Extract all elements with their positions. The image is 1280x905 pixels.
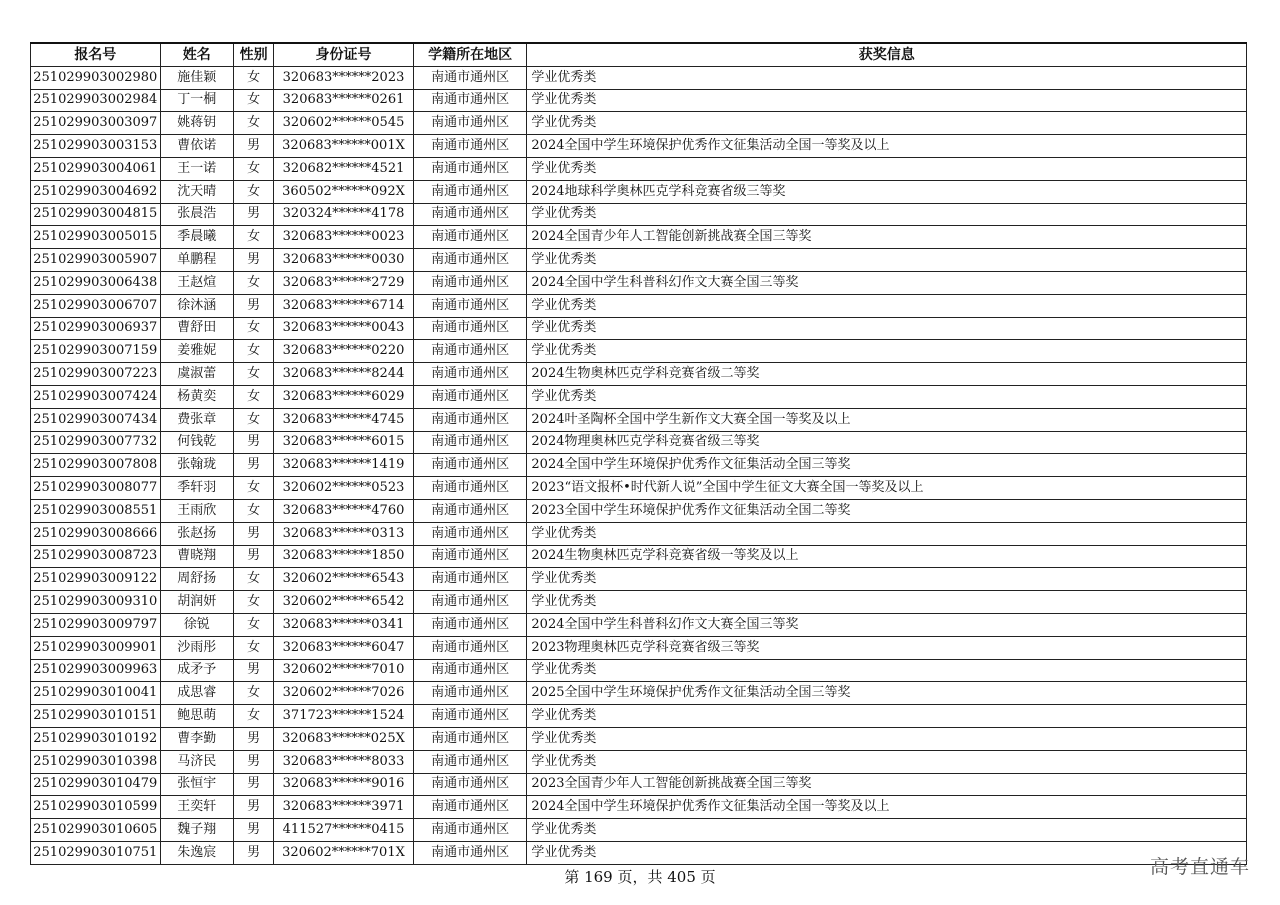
- cell-id-number: 320683******0261: [274, 89, 414, 112]
- cell-registration-no: 251029903006937: [31, 317, 161, 340]
- cell-award-info: 学业优秀类: [527, 659, 1247, 682]
- cell-name: 单鹏程: [160, 249, 233, 272]
- cell-gender: 女: [233, 408, 273, 431]
- cell-registration-no: 251029903009310: [31, 591, 161, 614]
- cell-region: 南通市通州区: [413, 66, 527, 89]
- cell-name: 王赵煊: [160, 271, 233, 294]
- header-award-info: 获奖信息: [527, 43, 1247, 66]
- cell-name: 张翰珑: [160, 454, 233, 477]
- cell-id-number: 320602******7026: [274, 682, 414, 705]
- cell-award-info: 学业优秀类: [527, 750, 1247, 773]
- cell-registration-no: 251029903006438: [31, 271, 161, 294]
- cell-region: 南通市通州区: [413, 636, 527, 659]
- cell-award-info: 学业优秀类: [527, 203, 1247, 226]
- cell-award-info: 2024全国青少年人工智能创新挑战赛全国三等奖: [527, 226, 1247, 249]
- table-row: [31, 135, 1247, 158]
- table-row: [31, 363, 1247, 386]
- cell-gender: 女: [233, 568, 273, 591]
- cell-id-number: 320683******4745: [274, 408, 414, 431]
- cell-region: 南通市通州区: [413, 568, 527, 591]
- table-row: [31, 819, 1247, 842]
- cell-region: 南通市通州区: [413, 340, 527, 363]
- cell-gender: 女: [233, 180, 273, 203]
- cell-name: 杨黄奕: [160, 385, 233, 408]
- cell-award-info: 学业优秀类: [527, 727, 1247, 750]
- cell-name: 曹晓翔: [160, 545, 233, 568]
- cell-gender: 女: [233, 682, 273, 705]
- cell-registration-no: 251029903007223: [31, 363, 161, 386]
- table-row: [31, 249, 1247, 272]
- table-row: [31, 340, 1247, 363]
- cell-gender: 男: [233, 431, 273, 454]
- table-row: [31, 431, 1247, 454]
- table-row: [31, 636, 1247, 659]
- cell-gender: 男: [233, 203, 273, 226]
- cell-name: 张赵扬: [160, 522, 233, 545]
- cell-award-info: 学业优秀类: [527, 249, 1247, 272]
- cell-id-number: 320683******4760: [274, 499, 414, 522]
- table-row: [31, 317, 1247, 340]
- table-row: [31, 499, 1247, 522]
- table-row: [31, 385, 1247, 408]
- cell-id-number: 320602******0545: [274, 112, 414, 135]
- cell-award-info: 学业优秀类: [527, 317, 1247, 340]
- table-row: [31, 226, 1247, 249]
- table-row: [31, 454, 1247, 477]
- table-row: [31, 408, 1247, 431]
- cell-gender: 女: [233, 317, 273, 340]
- cell-name: 费张章: [160, 408, 233, 431]
- table-row: [31, 294, 1247, 317]
- cell-id-number: 320683******2729: [274, 271, 414, 294]
- cell-registration-no: 251029903010041: [31, 682, 161, 705]
- cell-award-info: 学业优秀类: [527, 385, 1247, 408]
- cell-registration-no: 251029903009963: [31, 659, 161, 682]
- cell-registration-no: 251029903004061: [31, 157, 161, 180]
- cell-award-info: 学业优秀类: [527, 591, 1247, 614]
- table-row: [31, 180, 1247, 203]
- cell-name: 曹李勤: [160, 727, 233, 750]
- cell-gender: 女: [233, 705, 273, 728]
- cell-award-info: 2024物理奥林匹克学科竞赛省级三等奖: [527, 431, 1247, 454]
- cell-gender: 女: [233, 271, 273, 294]
- cell-gender: 男: [233, 454, 273, 477]
- cell-gender: 女: [233, 226, 273, 249]
- cell-award-info: 2024叶圣陶杯全国中学生新作文大赛全国一等奖及以上: [527, 408, 1247, 431]
- cell-name: 成矛予: [160, 659, 233, 682]
- cell-gender: 男: [233, 750, 273, 773]
- cell-id-number: 320683******6714: [274, 294, 414, 317]
- cell-award-info: 2023全国青少年人工智能创新挑战赛全国三等奖: [527, 773, 1247, 796]
- table-row: [31, 66, 1247, 89]
- cell-award-info: 2024生物奥林匹克学科竞赛省级二等奖: [527, 363, 1247, 386]
- watermark-logo-text: 高考直通车: [1149, 856, 1250, 878]
- cell-gender: 女: [233, 477, 273, 500]
- cell-name: 曹依诺: [160, 135, 233, 158]
- cell-name: 季轩羽: [160, 477, 233, 500]
- cell-name: 曹舒田: [160, 317, 233, 340]
- cell-region: 南通市通州区: [413, 317, 527, 340]
- cell-id-number: 320602******701X: [274, 841, 414, 864]
- cell-gender: 女: [233, 499, 273, 522]
- table-row: [31, 112, 1247, 135]
- cell-gender: 女: [233, 613, 273, 636]
- cell-award-info: 2023全国中学生环境保护优秀作文征集活动全国二等奖: [527, 499, 1247, 522]
- cell-registration-no: 251029903009797: [31, 613, 161, 636]
- cell-region: 南通市通州区: [413, 522, 527, 545]
- table-row: [31, 750, 1247, 773]
- cell-award-info: 学业优秀类: [527, 294, 1247, 317]
- cell-gender: 男: [233, 819, 273, 842]
- cell-name: 沈天晴: [160, 180, 233, 203]
- cell-name: 王奕轩: [160, 796, 233, 819]
- table-row: [31, 522, 1247, 545]
- cell-name: 马济民: [160, 750, 233, 773]
- cell-region: 南通市通州区: [413, 477, 527, 500]
- cell-id-number: 360502******092X: [274, 180, 414, 203]
- cell-registration-no: 251029903003153: [31, 135, 161, 158]
- header-gender: 性别: [233, 43, 273, 66]
- cell-registration-no: 251029903010192: [31, 727, 161, 750]
- cell-gender: 男: [233, 659, 273, 682]
- cell-id-number: 320683******0341: [274, 613, 414, 636]
- cell-gender: 女: [233, 66, 273, 89]
- cell-gender: 女: [233, 385, 273, 408]
- cell-registration-no: 251029903010599: [31, 796, 161, 819]
- cell-gender: 男: [233, 135, 273, 158]
- cell-award-info: 2024生物奥林匹克学科竞赛省级一等奖及以上: [527, 545, 1247, 568]
- cell-award-info: 学业优秀类: [527, 819, 1247, 842]
- cell-name: 丁一桐: [160, 89, 233, 112]
- cell-region: 南通市通州区: [413, 591, 527, 614]
- cell-region: 南通市通州区: [413, 659, 527, 682]
- cell-registration-no: 251029903008723: [31, 545, 161, 568]
- header-registration-no: 报名号: [31, 43, 161, 66]
- cell-id-number: 320683******0043: [274, 317, 414, 340]
- cell-registration-no: 251029903010751: [31, 841, 161, 864]
- cell-gender: 女: [233, 157, 273, 180]
- cell-registration-no: 251029903010398: [31, 750, 161, 773]
- cell-registration-no: 251029903009122: [31, 568, 161, 591]
- cell-region: 南通市通州区: [413, 727, 527, 750]
- page-number: 第 169 页，共 405 页: [564, 868, 716, 886]
- cell-region: 南通市通州区: [413, 705, 527, 728]
- cell-id-number: 411527******0415: [274, 819, 414, 842]
- cell-award-info: 2025全国中学生环境保护优秀作文征集活动全国三等奖: [527, 682, 1247, 705]
- cell-registration-no: 251029903005015: [31, 226, 161, 249]
- cell-id-number: 320683******025X: [274, 727, 414, 750]
- table-header-row: [31, 43, 1247, 66]
- cell-name: 姜雅妮: [160, 340, 233, 363]
- table-row: [31, 477, 1247, 500]
- cell-id-number: 320683******1850: [274, 545, 414, 568]
- cell-name: 胡润妍: [160, 591, 233, 614]
- cell-region: 南通市通州区: [413, 545, 527, 568]
- cell-registration-no: 251029903009901: [31, 636, 161, 659]
- cell-id-number: 320602******6542: [274, 591, 414, 614]
- cell-region: 南通市通州区: [413, 135, 527, 158]
- cell-registration-no: 251029903010151: [31, 705, 161, 728]
- cell-registration-no: 251029903008077: [31, 477, 161, 500]
- table-row: [31, 545, 1247, 568]
- cell-id-number: 320683******1419: [274, 454, 414, 477]
- cell-region: 南通市通州区: [413, 773, 527, 796]
- cell-registration-no: 251029903010605: [31, 819, 161, 842]
- cell-registration-no: 251029903007424: [31, 385, 161, 408]
- header-name: 姓名: [160, 43, 233, 66]
- cell-id-number: 320683******8244: [274, 363, 414, 386]
- cell-award-info: 2023物理奥林匹克学科竞赛省级三等奖: [527, 636, 1247, 659]
- table-row: [31, 682, 1247, 705]
- cell-name: 季晨曦: [160, 226, 233, 249]
- cell-id-number: 320682******4521: [274, 157, 414, 180]
- cell-id-number: 320683******0030: [274, 249, 414, 272]
- cell-region: 南通市通州区: [413, 180, 527, 203]
- cell-registration-no: 251029903005907: [31, 249, 161, 272]
- cell-name: 成思睿: [160, 682, 233, 705]
- cell-registration-no: 251029903008666: [31, 522, 161, 545]
- cell-region: 南通市通州区: [413, 408, 527, 431]
- table-row: [31, 271, 1247, 294]
- table-row: [31, 157, 1247, 180]
- table-row: [31, 841, 1247, 864]
- cell-award-info: 学业优秀类: [527, 841, 1247, 864]
- cell-award-info: 学业优秀类: [527, 340, 1247, 363]
- cell-id-number: 320602******0523: [274, 477, 414, 500]
- cell-gender: 女: [233, 636, 273, 659]
- cell-region: 南通市通州区: [413, 203, 527, 226]
- cell-region: 南通市通州区: [413, 750, 527, 773]
- cell-id-number: 320683******6015: [274, 431, 414, 454]
- cell-name: 朱逸宸: [160, 841, 233, 864]
- cell-gender: 女: [233, 112, 273, 135]
- cell-id-number: 320683******0023: [274, 226, 414, 249]
- cell-gender: 女: [233, 89, 273, 112]
- cell-id-number: 320683******001X: [274, 135, 414, 158]
- table-row: [31, 727, 1247, 750]
- cell-id-number: 320683******3971: [274, 796, 414, 819]
- cell-registration-no: 251029903004692: [31, 180, 161, 203]
- cell-gender: 男: [233, 294, 273, 317]
- cell-region: 南通市通州区: [413, 431, 527, 454]
- table-row: [31, 613, 1247, 636]
- cell-registration-no: 251029903006707: [31, 294, 161, 317]
- cell-registration-no: 251029903002984: [31, 89, 161, 112]
- cell-region: 南通市通州区: [413, 157, 527, 180]
- cell-id-number: 320683******0313: [274, 522, 414, 545]
- cell-registration-no: 251029903007434: [31, 408, 161, 431]
- table-row: [31, 773, 1247, 796]
- cell-name: 姚蒋钥: [160, 112, 233, 135]
- cell-name: 张恒宇: [160, 773, 233, 796]
- cell-name: 施佳颖: [160, 66, 233, 89]
- cell-id-number: 320324******4178: [274, 203, 414, 226]
- header-id-number: 身份证号: [274, 43, 414, 66]
- cell-registration-no: 251029903007808: [31, 454, 161, 477]
- cell-name: 徐沐涵: [160, 294, 233, 317]
- cell-gender: 男: [233, 773, 273, 796]
- cell-name: 王一诺: [160, 157, 233, 180]
- cell-award-info: 2024全国中学生科普科幻作文大赛全国三等奖: [527, 271, 1247, 294]
- cell-award-info: 2024全国中学生环境保护优秀作文征集活动全国一等奖及以上: [527, 796, 1247, 819]
- cell-name: 鲍思萌: [160, 705, 233, 728]
- cell-region: 南通市通州区: [413, 271, 527, 294]
- cell-gender: 女: [233, 591, 273, 614]
- cell-id-number: 320602******7010: [274, 659, 414, 682]
- cell-award-info: 2024全国中学生环境保护优秀作文征集活动全国三等奖: [527, 454, 1247, 477]
- cell-id-number: 371723******1524: [274, 705, 414, 728]
- cell-gender: 女: [233, 340, 273, 363]
- cell-award-info: 学业优秀类: [527, 157, 1247, 180]
- cell-registration-no: 251029903004815: [31, 203, 161, 226]
- cell-registration-no: 251029903007159: [31, 340, 161, 363]
- cell-region: 南通市通州区: [413, 613, 527, 636]
- table-row: [31, 591, 1247, 614]
- cell-region: 南通市通州区: [413, 819, 527, 842]
- cell-gender: 男: [233, 545, 273, 568]
- header-region: 学籍所在地区: [413, 43, 527, 66]
- cell-registration-no: 251029903002980: [31, 66, 161, 89]
- cell-region: 南通市通州区: [413, 89, 527, 112]
- cell-gender: 男: [233, 249, 273, 272]
- cell-region: 南通市通州区: [413, 454, 527, 477]
- cell-id-number: 320683******8033: [274, 750, 414, 773]
- cell-name: 王雨欣: [160, 499, 233, 522]
- cell-region: 南通市通州区: [413, 112, 527, 135]
- table-row: [31, 796, 1247, 819]
- cell-name: 周舒扬: [160, 568, 233, 591]
- cell-name: 徐锐: [160, 613, 233, 636]
- table-body: [31, 66, 1247, 864]
- cell-award-info: 学业优秀类: [527, 705, 1247, 728]
- cell-name: 沙雨彤: [160, 636, 233, 659]
- cell-gender: 男: [233, 522, 273, 545]
- cell-region: 南通市通州区: [413, 841, 527, 864]
- cell-region: 南通市通州区: [413, 499, 527, 522]
- cell-award-info: 2024全国中学生科普科幻作文大赛全国三等奖: [527, 613, 1247, 636]
- cell-region: 南通市通州区: [413, 294, 527, 317]
- cell-id-number: 320683******0220: [274, 340, 414, 363]
- cell-registration-no: 251029903003097: [31, 112, 161, 135]
- cell-registration-no: 251029903007732: [31, 431, 161, 454]
- cell-id-number: 320602******6543: [274, 568, 414, 591]
- cell-region: 南通市通州区: [413, 249, 527, 272]
- cell-name: 魏子翔: [160, 819, 233, 842]
- table-row: [31, 203, 1247, 226]
- cell-region: 南通市通州区: [413, 385, 527, 408]
- cell-name: 张晨浩: [160, 203, 233, 226]
- cell-award-info: 2024地球科学奥林匹克学科竞赛省级三等奖: [527, 180, 1247, 203]
- cell-award-info: 学业优秀类: [527, 89, 1247, 112]
- table-row: [31, 89, 1247, 112]
- table-row: [31, 568, 1247, 591]
- table-row: [31, 659, 1247, 682]
- cell-award-info: 学业优秀类: [527, 522, 1247, 545]
- cell-gender: 男: [233, 841, 273, 864]
- cell-gender: 女: [233, 363, 273, 386]
- cell-registration-no: 251029903010479: [31, 773, 161, 796]
- cell-region: 南通市通州区: [413, 796, 527, 819]
- cell-region: 南通市通州区: [413, 363, 527, 386]
- cell-registration-no: 251029903008551: [31, 499, 161, 522]
- cell-award-info: 学业优秀类: [527, 568, 1247, 591]
- cell-award-info: 学业优秀类: [527, 66, 1247, 89]
- cell-award-info: 2024全国中学生环境保护优秀作文征集活动全国一等奖及以上: [527, 135, 1247, 158]
- cell-region: 南通市通州区: [413, 226, 527, 249]
- cell-id-number: 320683******6029: [274, 385, 414, 408]
- cell-id-number: 320683******2023: [274, 66, 414, 89]
- cell-id-number: 320683******6047: [274, 636, 414, 659]
- cell-name: 虞淑蕾: [160, 363, 233, 386]
- cell-region: 南通市通州区: [413, 682, 527, 705]
- cell-gender: 男: [233, 796, 273, 819]
- cell-gender: 男: [233, 727, 273, 750]
- results-table: [30, 42, 1247, 865]
- cell-award-info: 2023“语文报杯•时代新人说”全国中学生征文大赛全国一等奖及以上: [527, 477, 1247, 500]
- cell-id-number: 320683******9016: [274, 773, 414, 796]
- cell-award-info: 学业优秀类: [527, 112, 1247, 135]
- table-row: [31, 705, 1247, 728]
- cell-name: 何钱乾: [160, 431, 233, 454]
